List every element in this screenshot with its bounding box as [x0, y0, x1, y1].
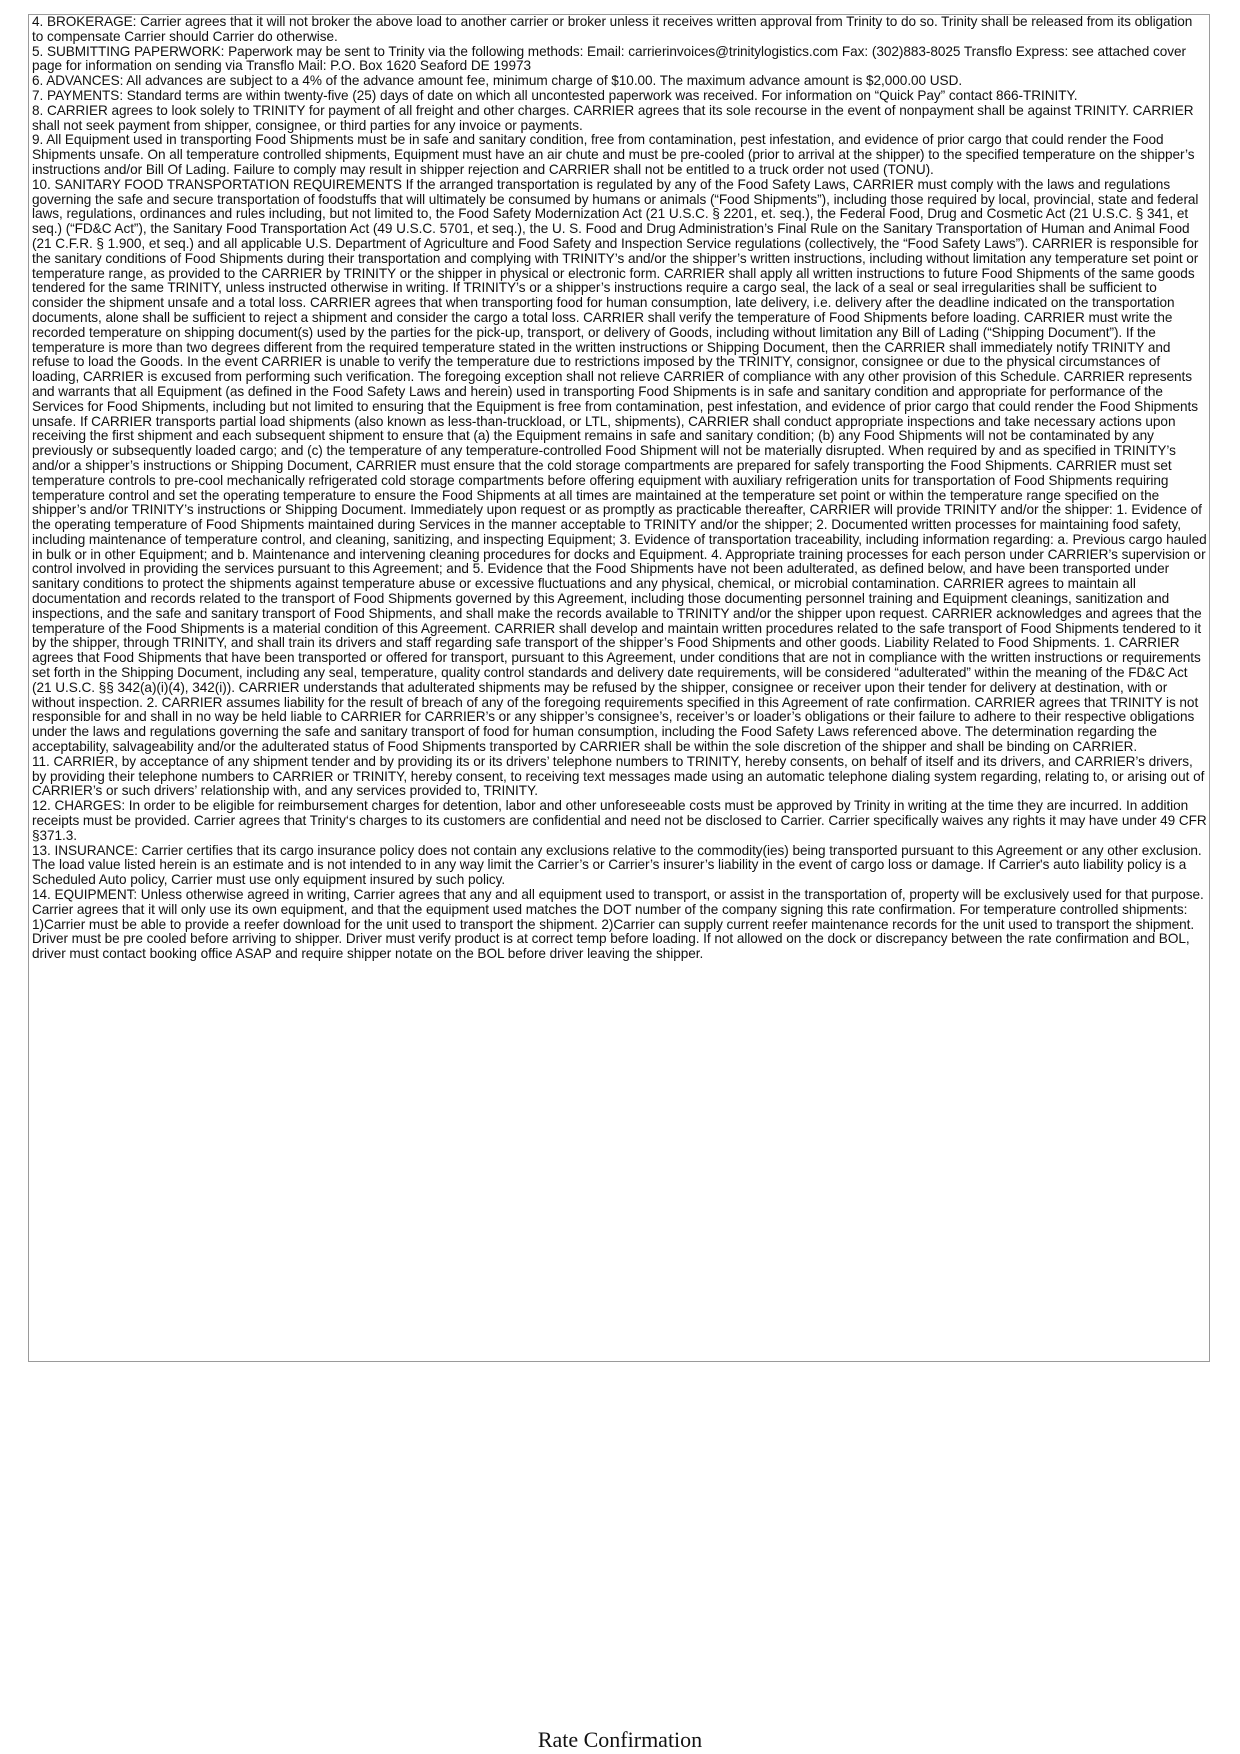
- clause-11-text-message-consent: 11. CARRIER, by acceptance of any shipment tender and by providing its or its drivers’ telephone numbers to TRINITY, hereby consents, on behalf of itself and its drivers, and CARRIER’s drivers, by providing their telephone numbers to CARRIER or TRINITY, hereby consent, to receiving text messages made using an automatic telephone dialing system regarding, relating to, or arising out of CARRIER’s or such drivers’ relationship with, and any services provided to, TRINITY.: [32, 753, 1205, 799]
- clause-13-insurance: 13. INSURANCE: Carrier certifies that its cargo insurance policy does not contain any exclusions relative to the commodity(ies) being transported pursuant to this Agreement or any other exclusion. The load value listed herein is an estimate and is not intended to in any way limit the Carrier’s or Carrier’s insurer’s liability in the event of cargo loss or damage. If Carrier's auto liability policy is a Scheduled Auto policy, Carrier must use only equipment insured by such policy.: [32, 842, 1202, 888]
- clause-6-advances: 6. ADVANCES: All advances are subject to a 4% of the advance amount fee, minimum charge of $10.00. The maximum advance amount is $2,000.00 USD.: [32, 73, 963, 89]
- clause-5-submitting-paperwork: 5. SUBMITTING PAPERWORK: Paperwork may be sent to Trinity via the following methods: Email: carrierinvoices@trinitylogistics.com Fax: (302)883-8025 Transflo Express: see attached cover page for information on sending via Transflo Mail: P.O. Box 1620 Seaford DE 19973: [32, 43, 1186, 74]
- clause-7-payments: 7. PAYMENTS: Standard terms are within twenty-five (25) days of date on which all uncontested paperwork was received. For information on “Quick Pay” contact 866-TRINITY.: [32, 87, 1078, 103]
- clause-14-equipment: 14. EQUIPMENT: Unless otherwise agreed in writing, Carrier agrees that any and all equipment used to transport, or assist in the transportation of, property will be exclusively used for that purpose. Carrier agrees that it will only use its own equipment, and that the equipment used matches the DOT number of the company signing this rate confirmation. For temperature controlled shipments: 1)Carrier must be able to provide a reefer download for the unit used to transport the shipment. 2)Carrier can supply current reefer maintenance records for the unit used to transport the shipment. Driver must be pre cooled before arriving to shipper. Driver must verify product is at correct temp before loading. If not allowed on the dock or discrepancy between the rate confirmation and BOL, driver must contact booking office ASAP and require shipper notate on the BOL before driver leaving the shipper.: [32, 887, 1204, 962]
- terms-and-conditions-box: [28, 14, 1210, 1362]
- clause-12-charges: 12. CHARGES: In order to be eligible for reimbursement charges for detention, labor and other unforeseeable costs must be approved by Trinity in writing at the time they are incurred. In addition receipts must be provided. Carrier agrees that Trinity‘s charges to its customers are confidential and need not be disclosed to Carrier. Carrier specifically waives any rights it may have under 49 CFR §371.3.: [32, 798, 1207, 843]
- clause-10-sanitary-food-transportation: 10. SANITARY FOOD TRANSPORTATION REQUIREMENTS If the arranged transportation is regulated by any of the Food Safety Laws, CARRIER must comply with the laws and regulations governing the safe and secure transportation of foodstuffs that will ultimately be consumed by humans or animals (“Food Shipments”), including those required by local, provincial, state and federal laws, regulations, ordinances and rules including, but not limited to, the Food Safety Modernization Act (21 U.S.C. § 2201, et. seq.), the Federal Food, Drug and Cosmetic Act (21 U.S.C. § 341, et seq.) (“FD&C Act”), the Sanitary Food Transportation Act (49 U.S.C. 5701, et seq.), the U. S. Food and Drug Administration’s Final Rule on the Sanitary Transportation of Human and Animal Food (21 C.F.R. § 1.900, et seq.) and all applicable U.S. Department of Agriculture and Food Safety and Inspection Service regulations (collectively, the “Food Safety Laws”). CARRIER is responsible for the sanitary conditions of Food Shipments during their transportation and complying with TRINITY’s and/or the shipper’s written instructions, including without limitation any temperature set point or temperature range, as provided to the CARRIER by TRINITY or the shipper in physical or electronic form. CARRIER shall apply all written instructions to future Food Shipments of the same goods tendered for the same TRINITY, unless instructed otherwise in writing. If TRINITY’s or a shipper’s instructions require a cargo seal, the lack of a seal or seal irregularities shall be sufficient to consider the shipment unsafe and a total loss. CARRIER agrees that when transporting food for human consumption, late delivery, i.e. delivery after the deadline indicated on the transportation documents, alone shall be sufficient to reject a shipment and consider the cargo a total loss. CARRIER shall verify the temperature of Food Shipments before loading. CARRIER must write the recorded temperature on shipping document(s) used by the parties for the pick-up, transport, or delivery of Goods, including without limitation any Bill of Lading (“Shipping Document”). If the temperature is more than two degrees different from the required temperature stated in the written instructions or Shipping Document, then the CARRIER shall immediately notify TRINITY and refuse to load the Goods. In the event CARRIER is unable to verify the temperature due to restrictions imposed by the TRINITY, consignor, consignee or due to the physical circumstances of loading, CARRIER is excused from performing such verification. The foregoing exception shall not relieve CARRIER of compliance with any other provision of this Schedule. CARRIER represents and warrants that all Equipment (as defined in the Food Safety Laws and herein) used in transporting Food Shipments is in safe and sanitary condition and appropriate for performance of the Services for Food Shipments, including but not limited to ensuring that the Equipment is free from contamination, pest infestation, and evidence of prior cargo that could render the Food Shipments unsafe. If CARRIER transports partial load shipments (also known as less-than-truckload, or LTL, shipments), CARRIER shall conduct appropriate inspections and take necessary actions upon receiving the first shipment and each subsequent shipment to ensure that (a) the Equipment remains in safe and sanitary condition; (b) any Food Shipments will not be contaminated by any previously or subsequently loaded cargo; and (c) the temperature of any temperature-controlled Food Shipment will not be materially disrupted. When required by and as specified in TRINITY’s and/or a shipper’s instructions or Shipping Document, CARRIER must ensure that the cold storage compartments are prepared for safely transporting the Food Shipments. CARRIER must set temperature controls to pre-cool mechanically refrigerated cold storage compartments before offering equipment with auxiliary refrigeration units for transportation of Food Shipments requiring temperature control and set the operating temperature to ensure the Food Shipments at all times are maintained at the temperature set point or within the temperature range specified on the shipper’s and/or TRINITY’s instructions or Shipping Document. Immediately upon request or as promptly as practicable thereafter, CARRIER will provide TRINITY and/or the shipper: 1. Evidence of the operating temperature of Food Shipments maintained during Services in the manner acceptable to TRINITY and/or the shipper; 2. Documented written processes for maintaining food safety, including maintenance of temperature control, and cleaning, sanitizing, and inspecting Equipment; 3. Evidence of transportation traceability, including information regarding: a. Previous cargo hauled in bulk or in other Equipment; and b. Maintenance and intervening cleaning procedures for docks and Equipment. 4. Appropriate training processes for each person under CARRIER’s supervision or control involved in providing the services pursuant to this Agreement; and 5. Evidence that the Food Shipments have not been adulterated, as defined below, and have been transported under sanitary conditions to protect the shipments against temperature abuse or excessive fluctuations and any physical, chemical, or microbial contamination. CARRIER agrees to maintain all documentation and records related to the transport of Food Shipments governed by this Agreement, including those documenting personnel training and Equipment cleanings, sanitization and inspections, and the safe and sanitary transport of Food Shipments, and shall make the records available to TRINITY and/or the shipper upon request. CARRIER acknowledges and agrees that the temperature of the Food Shipments is a material condition of this Agreement. CARRIER shall develop and maintain written procedures related to the safe transport of Food Shipments tendered to it by the shipper, through TRINITY, and shall train its drivers and staff regarding safe transport of the shipper’s Food Shipments and other goods. Liability Related to Food Shipments. 1. CARRIER agrees that Food Shipments that have been transported or offered for transport, pursuant to this Agreement, under conditions that are not in compliance with the written instructions or requirements set forth in the Shipping Document, including any seal, temperature, quality control standards and delivery date requirements, will be considered “adulterated” within the meaning of the FD&C Act (21 U.S.C. §§ 342(a)(i)(4), 342(i)). CARRIER understands that adulterated shipments may be refused by the shipper, consignee or receiver upon their tender for delivery at destination, with or without inspection. 2. CARRIER assumes liability for the result of breach of any of the foregoing requirements specified in this Agreement of rate confirmation. CARRIER agrees that TRINITY is not responsible for and shall in no way be held liable to CARRIER for CARRIER’s or any shipper’s consignee’s, receiver’s or loader’s obligations or their failure to adhere to their respective obligations under the laws and regulations governing the safe and sanitary transport of food for human consumption, including the Food Safety Laws referenced above. The determination regarding the acceptability, salvageability and/or the adulterated status of Food Shipments transported by CARRIER shall be within the sole discretion of the shipper and shall be binding on CARRIER.: [32, 176, 1207, 755]
- page-footer-title: Rate Confirmation: [537, 1727, 703, 1752]
- clause-9-equipment-condition: 9. All Equipment used in transporting Food Shipments must be in safe and sanitary condition, free from contamination, pest infestation, and evidence of prior cargo that could render the Food Shipments unsafe. On all temperature controlled shipments, Equipment must have an air chute and must be pre-cooled (prior to arrival at the shipper) to the specified temperature on the shipper’s instructions and/or Bill Of Lading. Failure to comply may result in shipper rejection and CARRIER shall not be entitled to a truck order not used (TONU).: [32, 132, 1195, 177]
- clause-4-brokerage: 4. BROKERAGE: Carrier agrees that it will not broker the above load to another carrier or broker unless it receives written approval from Trinity to do so. Trinity shall be released from its obligation to compensate Carrier should Carrier do otherwise.: [32, 14, 1193, 44]
- clause-8-payment-recourse: 8. CARRIER agrees to look solely to TRINITY for payment of all freight and other charges. CARRIER agrees that its sole recourse in the event of nonpayment shall be against TRINITY. CARRIER shall not seek payment from shipper, consignee, or third parties for any invoice or payments.: [32, 102, 1194, 133]
